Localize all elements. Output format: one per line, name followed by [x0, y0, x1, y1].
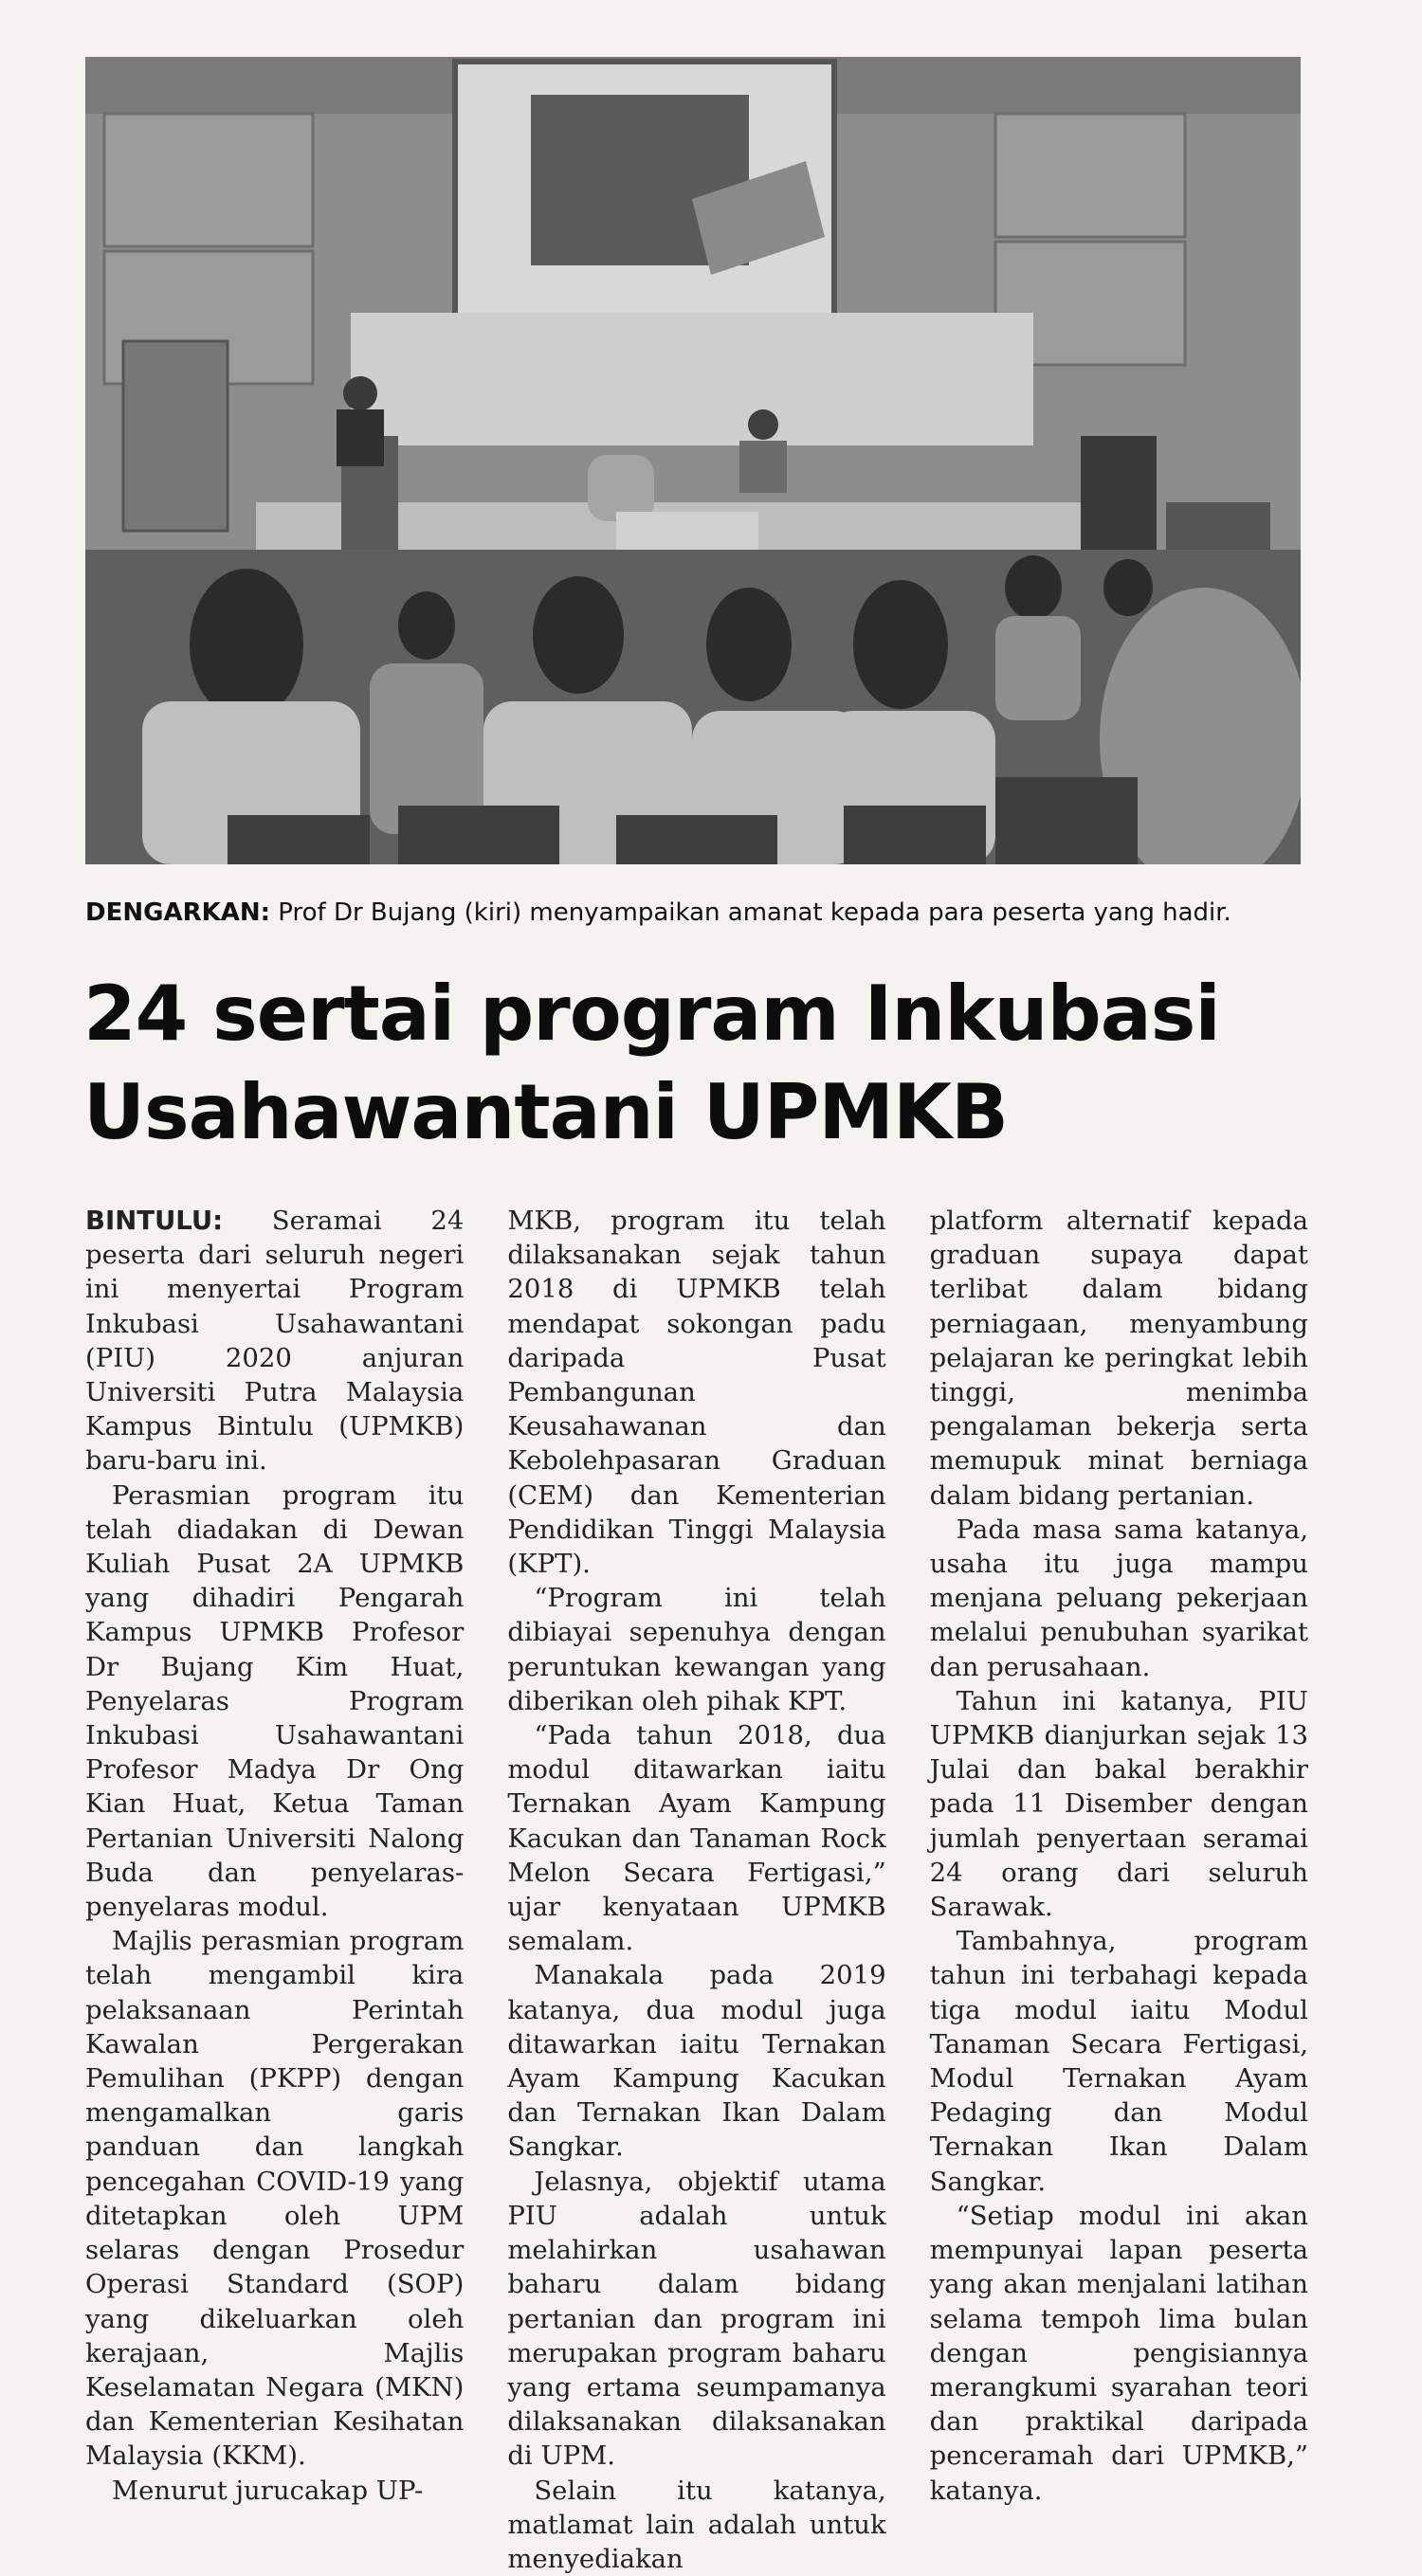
paragraph: MKB, program itu telah dilaksanakan sejak tahun 2018 di UPMKB telah mendapat sokongan padu daripada Pusat Pembangunan Keusahawanan dan Kebolehpasaran Graduan (CEM) dan Kementerian Pendidikan Tinggi Malaysia (KPT).: [507, 1206, 886, 1580]
paragraph: Tambahnya, program tahun ini terbahagi kepada tiga modul iaitu Modul Tanaman Secara Fertigasi, Modul Ternakan Ayam Pedaging dan Modul Ternakan Ikan Dalam Sangkar.: [929, 1926, 1308, 2197]
paragraph: Majlis perasmian program telah mengambil kira pelaksanaan Perintah Kawalan Pergerakan Pemulihan (PKPP) dengan mengamalkan garis panduan dan langkah pencegahan COVID-19 yang ditetapkan oleh UPM selaras dengan Prosedur Operasi Standard (SOP) yang dikeluarkan oleh kerajaan, Majlis Keselamatan Negara (MKN) dan Kementerian Kesihatan Malaysia (KKM).: [85, 1926, 465, 2472]
paragraph: [85, 1204, 464, 1478]
article-column-1: [85, 1204, 465, 2506]
caption-lead: DENGARKAN:: [85, 898, 271, 927]
dateline: BINTULU:: [85, 1206, 224, 1236]
paragraph: “Program ini telah dibiayai sepenuhya dengan peruntukan kewangan yang diberikan oleh pihak KPT.: [507, 1583, 886, 1716]
headline-line-2: Usahawantani UPMKB: [83, 1068, 1008, 1156]
headline: [83, 965, 1335, 1162]
paragraph: Perasmian program itu telah diadakan di Dewan Kuliah Pusat 2A UPMKB yang dihadiri Pengarah Kampus UPMKB Profesor Dr Bujang Kim Huat, Penyelaras Program Inkubasi Usahawantani Profesor Madya Dr Ong Kian Huat, Ketua Taman Pertanian Universiti Nalong Buda dan penyelaras-penyelaras modul.: [85, 1479, 465, 1923]
paragraph: “Setiap modul ini akan mempunyai lapan peserta yang akan menjalani latihan selama tempoh lima bulan dengan pengisiannya merangkumi syarahan teori dan praktikal daripada penceramah dari UPMKB,” katanya.: [929, 2200, 1308, 2506]
paragraph: platform alternatif kepada graduan supaya dapat terlibat dalam bidang perniagaan, menyambung pelajaran ke peringkat lebih tinggi, menimba pengalaman bekerja serta memupuk minat berniaga dalam bidang pertanian.: [929, 1206, 1308, 1511]
article-column-2: [507, 1204, 886, 2574]
paragraph: Menurut jurucakap UP-: [112, 2475, 424, 2506]
article-body: [85, 1204, 1308, 2574]
paragraph: Manakala pada 2019 katanya, dua modul juga ditawarkan iaitu Ternakan Ayam Kampung Kacukan dan Ternakan Ikan Dalam Sangkar.: [507, 1960, 886, 2163]
lecture-hall-photo: [85, 57, 1301, 864]
paragraph: “Pada tahun 2018, dua modul ditawarkan iaitu Ternakan Ayam Kampung Kacukan dan Tanaman Rock Melon Secara Fertigasi,” ujar kenyataan UPMKB semalam.: [507, 1720, 886, 1957]
news-photo: [85, 57, 1301, 864]
paragraph: Selain itu katanya, matlamat lain adalah untuk menyediakan: [507, 2475, 886, 2574]
paragraph-text: Seramai 24 peserta dari seluruh negeri ini menyertai Program Inkubasi Usahawantani (PIU) 2020 anjuran Universiti Putra Malaysia Kampus Bintulu (UPMKB) baru-baru ini.: [85, 1206, 465, 1477]
paragraph: Tahun ini katanya, PIU UPMKB dianjurkan sejak 13 Julai dan bakal berakhir pada 11 Disember dengan jumlah penyertaan seramai 24 orang dari seluruh Sarawak.: [929, 1685, 1308, 1923]
photo-caption: [85, 898, 1318, 927]
article-column-3: [929, 1204, 1308, 2506]
paragraph: Pada masa sama katanya, usaha itu juga mampu menjana peluang pekerjaan melalui penubuhan syarikat dan perusahaan.: [929, 1514, 1308, 1682]
headline-line-1: 24 sertai program Inkubasi: [83, 970, 1220, 1058]
caption-text: Prof Dr Bujang (kiri) menyampaikan amanat kepada para peserta yang hadir.: [270, 898, 1231, 927]
paragraph: Jelasnya, objektif utama PIU adalah untuk melahirkan usahawan baharu dalam bidang pertanian dan program ini merupakan program baharu yang ertama seumpamanya dilaksanakan dilaksanakan di UPM.: [507, 2166, 886, 2472]
